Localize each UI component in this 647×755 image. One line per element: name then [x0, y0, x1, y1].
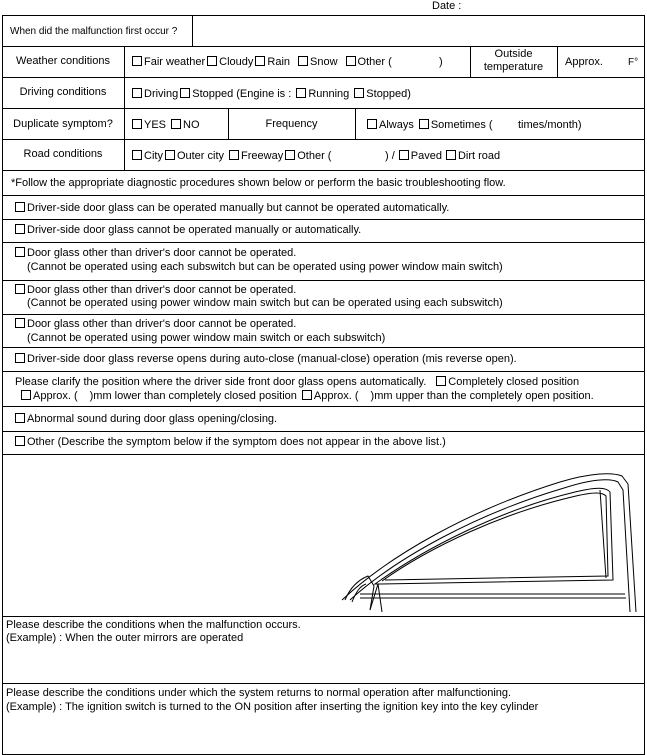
checkbox[interactable] [165, 150, 175, 160]
date-label: Date : [432, 0, 462, 12]
checkbox[interactable] [132, 88, 142, 98]
checkbox[interactable] [367, 119, 377, 129]
duplicate-options: YES NO [132, 119, 200, 132]
divider [2, 406, 645, 407]
checkbox[interactable] [419, 119, 429, 129]
checkbox[interactable] [302, 390, 312, 400]
checkbox[interactable] [132, 150, 142, 160]
checkbox[interactable] [15, 436, 25, 446]
symptom-item: Door glass other than driver's door cannot be operated. [15, 284, 296, 297]
checkbox[interactable] [15, 202, 25, 212]
conditions-example: (Example) : When the outer mirrors are operated [6, 632, 244, 644]
checkbox[interactable] [15, 247, 25, 257]
cell-divider [557, 46, 558, 77]
driving-label: Driving conditions [19, 86, 107, 98]
divider [2, 195, 645, 196]
checkbox[interactable] [436, 376, 446, 386]
symptom-detail: (Cannot be operated using power window main switch or each subswitch) [27, 332, 386, 344]
checkbox[interactable] [132, 119, 142, 129]
divider [2, 242, 645, 243]
frequency-label: Frequency [265, 118, 318, 130]
symptom-detail: (Cannot be operated using each subswitch but can be operated using power window main switch) [27, 261, 503, 273]
cell-divider [124, 46, 125, 170]
divider [2, 46, 645, 47]
divider [2, 219, 645, 220]
symptom-item: Driver-side door glass can be operated manually but cannot be operated automatically. [15, 202, 449, 215]
divider [2, 454, 645, 455]
weather-options: Fair weather Cloudy Rain Snow Other ( [132, 56, 392, 69]
checkbox[interactable] [296, 88, 306, 98]
checkbox[interactable] [346, 56, 356, 66]
outside-temp-label-1: Outside [494, 48, 533, 60]
divider [2, 616, 645, 617]
divider [2, 683, 645, 684]
divider [2, 314, 645, 315]
checkbox[interactable] [285, 150, 295, 160]
normal-operation-answer-area[interactable] [2, 716, 645, 754]
checkbox[interactable] [399, 150, 409, 160]
checkbox[interactable] [446, 150, 456, 160]
symptom-item: Driver-side door glass reverse opens during auto-close (manual-close) operation (mis reverse open). [15, 353, 517, 366]
conditions-answer-area[interactable] [2, 646, 645, 682]
symptom-item: Driver-side door glass cannot be operated manually or automatically. [15, 224, 361, 237]
road-options-2: ) / Paved Dirt road [385, 150, 501, 162]
approx-label: Approx. [565, 56, 603, 68]
symptom-detail: (Cannot be operated using power window main switch but can be operated using each subswitch) [27, 297, 503, 309]
divider [2, 77, 645, 78]
symptom-item-detail: Approx. ( )mm lower than completely closed position Approx. ( )mm upper than the completely open position. [21, 390, 594, 403]
frequency-options: Always Sometimes ( [367, 119, 493, 132]
checkbox[interactable] [15, 318, 25, 328]
weather-other-close: ) [439, 56, 443, 68]
outside-temp-label-2: temperature [483, 61, 544, 73]
symptom-item: Please clarify the position where the driver side front door glass opens automatically. Completely closed position [15, 376, 580, 388]
checkbox[interactable] [15, 284, 25, 294]
normal-operation-example: (Example) : The ignition switch is turned to the ON position after inserting the ignition key into the key cylinder [6, 701, 539, 713]
symptom-item: Door glass other than driver's door cannot be operated. [15, 318, 296, 331]
symptom-item: Abnormal sound during door glass opening/closing. [15, 413, 277, 426]
divider [2, 139, 645, 140]
weather-label: Weather conditions [16, 55, 110, 67]
checkbox[interactable] [15, 224, 25, 234]
temp-unit: F° [628, 57, 639, 68]
instructions: *Follow the appropriate diagnostic procedures shown below or perform the basic troubleshooting flow. [11, 177, 506, 189]
driving-options: Driving Stopped (Engine is : Running Stopped) [132, 88, 411, 101]
divider [2, 431, 645, 432]
checkbox[interactable] [180, 88, 190, 98]
checkbox[interactable] [15, 413, 25, 423]
divider [2, 347, 645, 348]
checkbox[interactable] [229, 150, 239, 160]
symptom-item: Other (Describe the symptom below if the symptom does not appear in the above list.) [15, 436, 446, 449]
conditions-prompt: Please describe the conditions when the malfunction occurs. [6, 619, 301, 631]
checkbox[interactable] [298, 56, 308, 66]
divider [2, 280, 645, 281]
divider [2, 170, 645, 171]
times-per-month: times/month) [518, 119, 582, 131]
divider [2, 371, 645, 372]
cell-divider [192, 15, 193, 46]
symptom-item: Door glass other than driver's door cannot be operated. [15, 247, 296, 260]
first-occur-label: When did the malfunction first occur ? [10, 26, 178, 37]
checkbox[interactable] [354, 88, 364, 98]
cell-divider [355, 108, 356, 139]
door-glass-illustration [330, 460, 642, 614]
checkbox[interactable] [132, 56, 142, 66]
divider [2, 108, 645, 109]
road-options: City Outer city Freeway Other ( [132, 150, 331, 163]
checkbox[interactable] [15, 353, 25, 363]
duplicate-label: Duplicate symptom? [13, 118, 113, 130]
checkbox[interactable] [21, 390, 31, 400]
road-label: Road conditions [23, 148, 103, 160]
checkbox[interactable] [207, 56, 217, 66]
checkbox[interactable] [255, 56, 265, 66]
normal-operation-prompt: Please describe the conditions under which the system returns to normal operation after malfunctioning. [6, 687, 512, 699]
checkbox[interactable] [171, 119, 181, 129]
